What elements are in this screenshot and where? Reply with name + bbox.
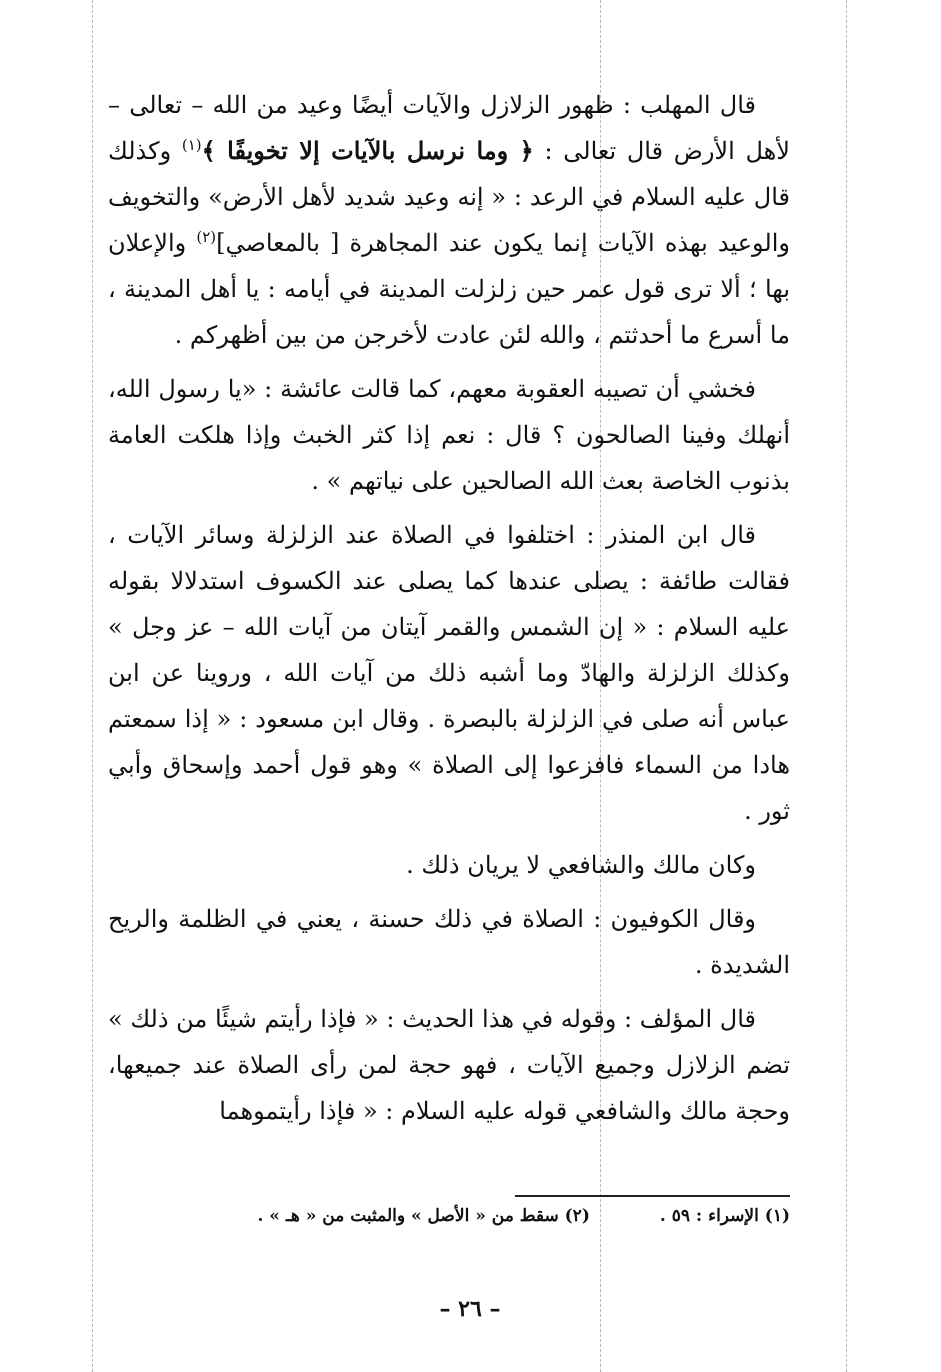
scan-fold-line <box>92 0 93 1372</box>
page-number: – ٢٦ – <box>439 1296 501 1322</box>
paragraph: قال المؤلف : وقوله في هذا الحديث : « فإذا رأيتم شيئًا من ذلك » تضم الزلازل وجميع الآيات ، فهو حجة لمن رأى الصلاة عند جميعها، وحجة مالك والشافعي قوله عليه السلام : « فإذا رأيتموهما <box>108 1005 790 1125</box>
main-text <box>108 82 790 1134</box>
paragraph-text: قال المهلب : ظهور الزلازل والآيات أيضًا وعيد من الله – تعالى – لأهل الأرض قال تعالى : <box>108 91 790 165</box>
footnotes <box>140 1206 790 1226</box>
footnote: (٢) سقط من « الأصل » والمثبت من « هـ » . <box>257 1206 590 1226</box>
paragraph: وقال الكوفيون : الصلاة في ذلك حسنة ، يعني في الظلمة والريح الشديدة . <box>108 905 790 979</box>
footnote-ref: (٢) <box>196 228 217 246</box>
quran-verse: ﴿ وما نرسل بالآيات إلا تخويفًا ﴾ <box>201 136 534 165</box>
paragraph: قال ابن المنذر : اختلفوا في الصلاة عند الزلزلة وسائر الآيات ، فقالت طائفة : يصلى عندها كما يصلى عند الكسوف استدلالا بقوله عليه السلام : « إن الشمس والقمر آيتان من آيات الله – عز وجل » وكذلك الزلزلة والهادّ وما أشبه ذلك من آيات الله ، وروينا عن ابن عباس أنه صلى في الزلزلة بالبصرة . وقال ابن مسعود : « إذا سمعتم هادا من السماء فافزعوا إلى الصلاة » وهو قول أحمد وإسحاق وأبي ثور . <box>108 521 790 825</box>
footnote-separator <box>515 1195 790 1197</box>
paragraph: وكان مالك والشافعي لا يريان ذلك . <box>406 851 756 879</box>
scan-fold-line <box>846 0 847 1372</box>
paragraph <box>108 82 790 358</box>
paragraph: فخشي أن تصيبه العقوبة معهم، كما قالت عائشة : «يا رسول الله، أنهلك وفينا الصالحون ؟ قال : نعم إذا كثر الخبث وإذا هلكت العامة بذنوب الخاصة بعث الله الصالحين على نياتهم » . <box>108 375 790 495</box>
paragraph-text: والإعلان بها ؛ ألا ترى قول عمر حين زلزلت المدينة في أيامه : يا أهل المدينة ، ما أسرع ما أحدثتم ، والله لئن عادت لأخرجن من بين أظهركم . <box>108 229 790 349</box>
footnote: (١) الإسراء : ٥٩ . <box>659 1206 790 1226</box>
paragraph-text: وكذلك قال عليه السلام في الرعد : « إنه وعيد شديد لأهل الأرض» والتخويف والوعيد بهذه الآيات إنما يكون عند المجاهرة [ بالمعاصي] <box>108 137 790 257</box>
footnote-ref: (١) <box>181 136 202 154</box>
